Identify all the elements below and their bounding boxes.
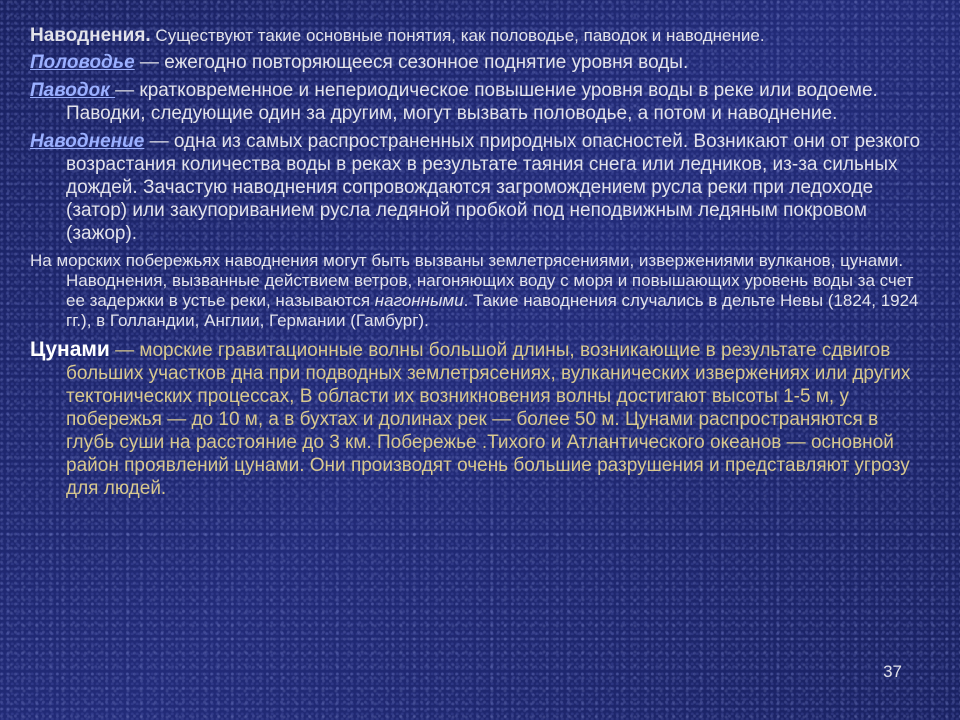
tsunami-text: — морские гравитационные волны большой длины, возникающие в результате сдвигов больших участков дна при подводных землетрясениях, вулканических извержениях или других тектонических процессах, В области их возникновения волны достигают высоты 1-5 м, у побережья — до 10 м, а в бухтах и долинах рек — более 50 м. Цунами распространяются в глубь суши на расстояние до 3 км. Побережье .Тихого и Атлантического океанов — основной район проявлений цунами. Они производят очень большие разрушения и представляют угрозу для людей. xyxy=(66,340,911,499)
intro-text: Существуют такие основные понятия, как половодье, паводок и наводнение. xyxy=(150,26,765,45)
tsunami-heading: Цунами xyxy=(30,338,110,361)
intro-paragraph xyxy=(30,26,930,46)
definition-text: — кратковременное и непериодическое повышение уровня воды в реке или водоеме. Паводки, следующие один за другим, могут вызвать половодье, а потом и наводнение. xyxy=(66,80,878,124)
term-navodnenie[interactable]: Наводнение xyxy=(30,131,145,152)
coastal-text-after: . Такие наводнения случались в дельте Невы (1824, 1924 гг.), в Голландии, Англии, Германии (Гамбург). xyxy=(66,291,919,330)
definition-text: — одна из самых распространенных природных опасностей. Возникают они от резкого возрастания количества воды в реках в результате таяния снега или ледников, из-за сильных дождей. Зачастую наводнения сопровождаются загромождением русла реки при ледоходе (затор) или закупориванием русла ледяной пробкой под неподвижным ледяным покровом (зажор). xyxy=(66,131,921,244)
slide-content xyxy=(30,26,930,500)
coastal-text-before: На морских побережьях наводнения могут быть вызваны землетрясениями, извержениями вулканов, цунами. Наводнения, вызванные действием ветров, нагоняющих воду с моря и повышающих уровень воды за счет ее задержки в устье реки, называются xyxy=(30,251,914,310)
term-pavodok[interactable]: Паводок xyxy=(30,80,116,101)
definition-navodnenie xyxy=(30,130,930,245)
page-number: 37 xyxy=(883,662,902,681)
tsunami-paragraph xyxy=(30,338,930,500)
intro-heading: Наводнения. xyxy=(30,25,151,46)
coastal-paragraph xyxy=(30,251,930,331)
term-polovodye[interactable]: Половодье xyxy=(30,52,135,73)
coastal-italic-term: нагонными xyxy=(374,291,464,310)
definition-text: — ежегодно повторяющееся сезонное поднятие уровня воды. xyxy=(134,52,689,73)
definition-polovodye xyxy=(30,51,930,74)
definition-pavodok xyxy=(30,79,930,125)
